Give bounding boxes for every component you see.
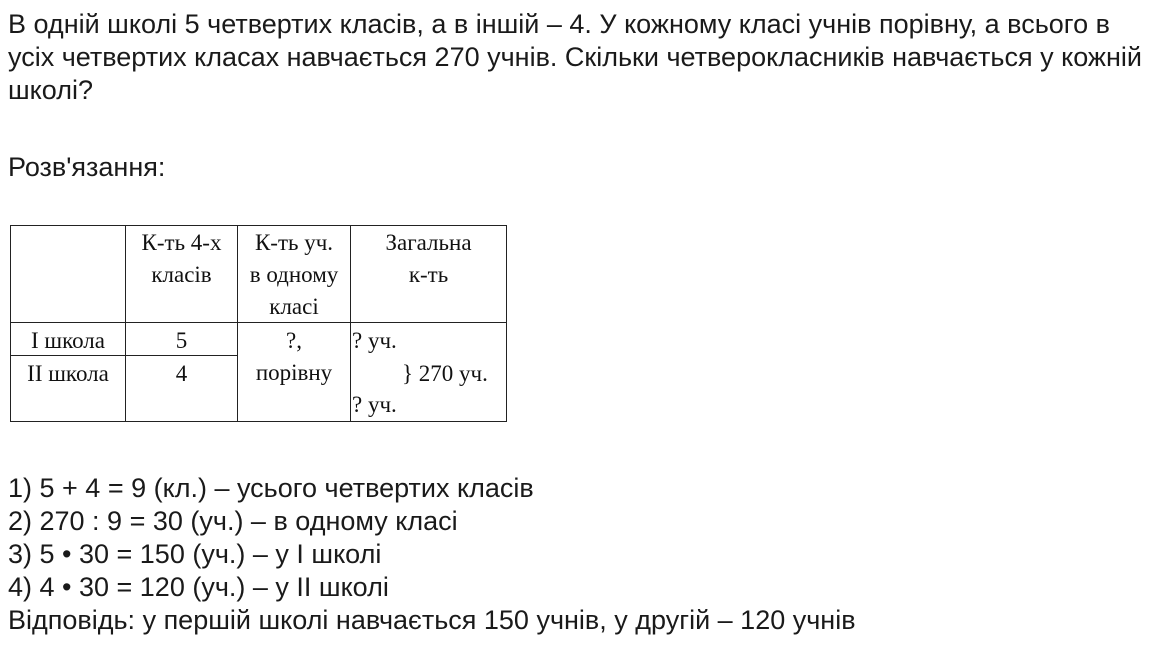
header-total-line1: Загальна <box>385 230 472 255</box>
total-brace: } 270 уч. <box>402 361 488 386</box>
header-per-class <box>237 227 351 323</box>
answer-text: Відповідь: у першій школі навчається 150 учнів, у другій – 120 учнів <box>8 605 856 635</box>
per-class-value <box>237 325 351 389</box>
solution-label: Розв'язання: <box>8 152 166 182</box>
header-per-class-line3: класі <box>269 294 319 319</box>
table-border-left <box>10 225 11 422</box>
table-border-top <box>10 225 507 226</box>
row-classes-2: 4 <box>175 361 188 386</box>
header-total-line2: к-ть <box>408 262 449 287</box>
per-class-value-line1: ?, <box>286 328 302 353</box>
row-school-1: I школа <box>30 328 105 353</box>
step-1: 1) 5 + 4 = 9 (кл.) – усього четвертих класів <box>8 473 534 503</box>
header-classes <box>125 227 238 291</box>
header-classes-line1: К-ть 4-х <box>141 230 222 255</box>
solution-table <box>10 225 507 422</box>
header-per-class-line1: К-ть уч. <box>254 230 334 255</box>
table-border-bottom <box>10 421 507 422</box>
step-4: 4) 4 • 30 = 120 (уч.) – у II школі <box>8 572 389 602</box>
solution-steps <box>8 472 856 637</box>
step-3: 3) 5 • 30 = 150 (уч.) – у I школі <box>8 539 382 569</box>
total-bottom: ? уч. <box>352 392 397 417</box>
problem-text: В одній школі 5 четвертих класів, а в іншій – 4. У кожному класі учнів порівну, а всього в усіх четвертих класах навчається 270 учнів. Скільки четверокласників навчається у кожній школі? <box>8 9 1142 105</box>
header-classes-line2: класів <box>151 262 212 287</box>
per-class-value-line2: порівну <box>255 360 333 385</box>
header-total <box>350 227 507 291</box>
row-school-2: II школа <box>27 361 109 386</box>
row-classes-1: 5 <box>175 328 188 353</box>
total-top: ? уч. <box>352 328 397 353</box>
step-2: 2) 270 : 9 = 30 (уч.) – в одному класі <box>8 506 458 536</box>
header-per-class-line2: в одному <box>249 262 339 287</box>
